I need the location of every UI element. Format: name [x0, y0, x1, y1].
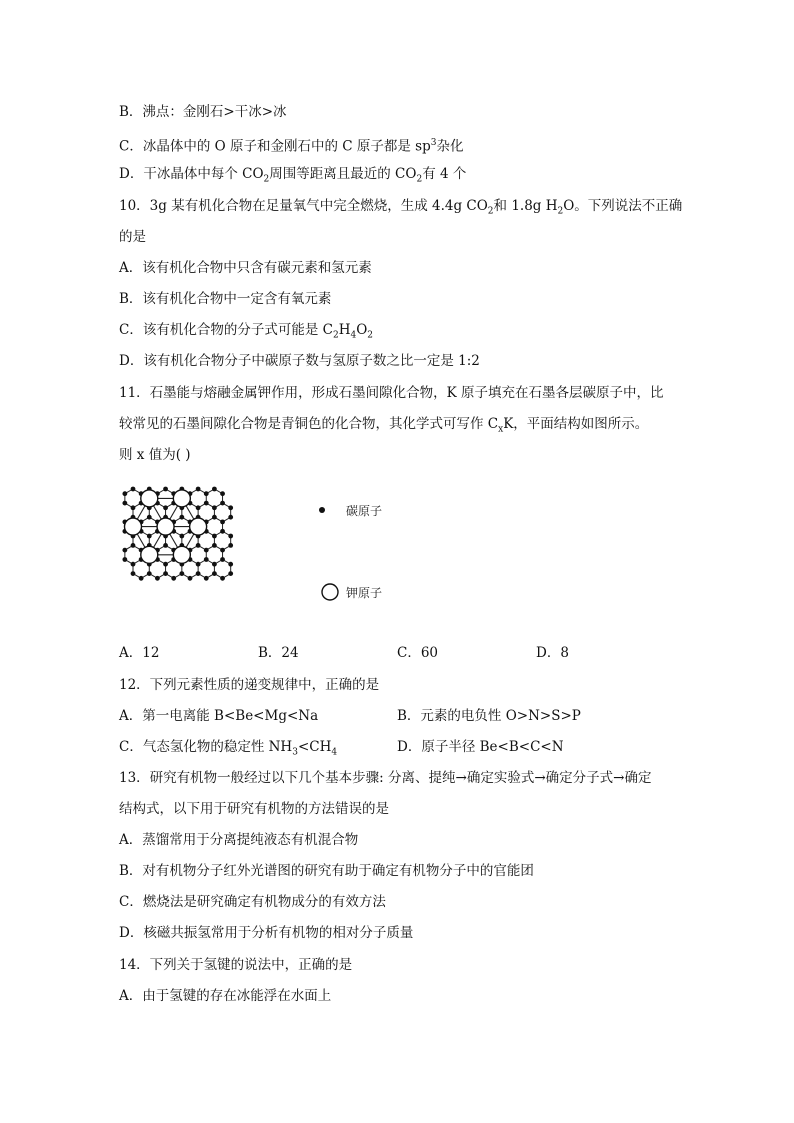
- carbon-atom: [196, 505, 201, 510]
- q10-option-b: B．该有机化合物中一定含有氧元素: [119, 291, 332, 307]
- potassium-atom: [173, 490, 190, 507]
- q11-stem-sub: x: [498, 424, 504, 435]
- carbon-atom: [204, 491, 209, 496]
- q12-c-text: C．气态氢化物的稳定性 NH: [119, 739, 293, 755]
- q12-c-sub2: 4: [331, 747, 338, 758]
- carbon-atom: [131, 571, 136, 576]
- graphite-structure-figure: [119, 477, 419, 637]
- carbon-atom: [204, 548, 209, 553]
- q10-option-d: D．该有机化合物分子中碳原子数与氢原子数之比一定是 1:2: [119, 353, 480, 369]
- q12-option-a: A．第一电离能 B<Be<Mg<Na: [119, 708, 319, 724]
- legend-carbon-label: 碳原子: [346, 504, 383, 518]
- q10-c-sub3: 2: [367, 330, 374, 341]
- carbon-atom: [122, 557, 127, 562]
- q9-d-sub1: 2: [263, 174, 270, 185]
- legend-potassium-label: 钾原子: [346, 586, 383, 600]
- q11-option-a: A．12: [119, 645, 160, 661]
- carbon-atom: [147, 515, 152, 520]
- carbon-atom: [228, 571, 233, 576]
- carbon-atom: [163, 505, 168, 510]
- carbon-atom: [212, 534, 217, 539]
- q9-c-sup: 3: [430, 138, 437, 148]
- q13-option-a: A．蒸馏常用于分离提纯液态有机混合物: [119, 832, 359, 848]
- q9-d-sub2: 2: [416, 174, 423, 185]
- q11-option-c: C．60: [397, 645, 439, 661]
- carbon-atom: [204, 501, 209, 506]
- carbon-atom: [179, 571, 184, 576]
- carbon-atom: [220, 491, 225, 496]
- carbon-atom: [163, 487, 168, 492]
- carbon-atom: [220, 576, 225, 581]
- carbon-atom: [228, 515, 233, 520]
- potassium-atom: [173, 546, 190, 563]
- potassium-atom: [141, 490, 158, 507]
- q10-stem-line2: 的是: [119, 229, 146, 245]
- carbon-atom: [131, 543, 136, 548]
- q10-stem-sub2: 2: [557, 206, 564, 217]
- carbon-atom: [212, 571, 217, 576]
- carbon-atom: [220, 548, 225, 553]
- carbon-atom: [131, 487, 136, 492]
- q10-stem-line1: [119, 197, 682, 221]
- q12-option-b: B．元素的电负性 O>N>S>P: [397, 708, 581, 724]
- carbon-atom: [139, 576, 144, 581]
- q10-stem-a: 10．3g 某有机化合物在足量氧气中完全燃烧，生成 4.4g CO: [119, 198, 488, 214]
- q13-option-d: D．核磁共振氢常用于分析有机物的相对分子质量: [119, 925, 414, 941]
- carbon-atom: [212, 487, 217, 492]
- q9-d-text: D．干冰晶体中每个 CO: [119, 166, 264, 182]
- q13-stem-line1: 13．研究有机物一般经过以下几个基本步骤: 分离、提纯→确定实验式→确定分子式→确定: [119, 770, 652, 786]
- q10-c-sub2: 4: [350, 330, 357, 341]
- potassium-atom: [141, 546, 158, 563]
- potassium-legend-circle: [322, 584, 338, 600]
- carbon-atom: [212, 562, 217, 567]
- carbon-atom: [196, 571, 201, 576]
- q9-option-b: B．沸点：金刚石>干冰>冰: [119, 104, 287, 120]
- carbon-atom: [163, 543, 168, 548]
- carbon-atom: [122, 501, 127, 506]
- q11-stem-tail: K，平面结构如图所示。: [503, 416, 649, 432]
- carbon-atom: [220, 557, 225, 562]
- q11-option-d: D．8: [536, 645, 569, 661]
- q13-option-c: C．燃烧法是研究确定有机物成分的有效方法: [119, 894, 386, 910]
- carbon-atom: [212, 543, 217, 548]
- q10-option-c: [119, 321, 373, 345]
- potassium-atom: [190, 518, 207, 535]
- carbon-atom: [196, 562, 201, 567]
- q9-option-c: [119, 134, 464, 156]
- carbon-atom: [147, 534, 152, 539]
- q9-d-mid: 周围等距离且最近的 CO: [269, 166, 417, 182]
- q14-option-a: A．由于氢键的存在冰能浮在水面上: [119, 988, 332, 1004]
- q9-d-tail: 有 4 个: [422, 166, 467, 182]
- carbon-legend-dot: [319, 507, 325, 513]
- q14-stem: 14．下列关于氢键的说法中，正确的是: [119, 957, 353, 973]
- q10-c-h: H: [338, 322, 351, 338]
- carbon-atom: [131, 562, 136, 567]
- q13-stem-line2: 结构式，以下用于研究有机物的方法错误的是: [119, 801, 389, 817]
- q10-c-o: O: [356, 322, 368, 338]
- q13-option-b: B．对有机物分子红外光谱图的研究有助于确定有机物分子中的官能团: [119, 863, 534, 879]
- carbon-atom: [204, 576, 209, 581]
- carbon-atom: [220, 520, 225, 525]
- carbon-atom: [131, 505, 136, 510]
- potassium-atom: [157, 518, 174, 535]
- carbon-atom: [122, 548, 127, 553]
- q12-option-c: [119, 738, 337, 762]
- q12-option-d: D．原子半径 Be<B<C<N: [397, 739, 564, 755]
- carbon-atom: [147, 571, 152, 576]
- carbon-atom: [220, 529, 225, 534]
- q10-stem-b: 和 1.8g H: [493, 198, 558, 214]
- potassium-atom: [125, 518, 142, 535]
- carbon-atom: [179, 534, 184, 539]
- q11-option-b: B．24: [258, 645, 299, 661]
- q10-c-sub1: 2: [332, 330, 339, 341]
- q11-stem-line2: [119, 415, 648, 439]
- carbon-atom: [212, 505, 217, 510]
- q10-c-text: C．该有机化合物的分子式可能是 C: [119, 322, 333, 338]
- q10-stem-c: O。下列说法不正确: [563, 198, 683, 214]
- q12-c-sub1: 3: [292, 747, 298, 758]
- carbon-atom: [220, 501, 225, 506]
- q12-stem: 12．下列元素性质的递变规律中，正确的是: [119, 677, 380, 693]
- q10-option-a: A．该有机化合物中只含有碳元素和氢元素: [119, 260, 372, 276]
- carbon-atom: [212, 515, 217, 520]
- q9-c-text: C．冰晶体中的 O 原子和金刚石中的 C 原子都是 sp: [119, 138, 431, 155]
- carbon-atom: [122, 491, 127, 496]
- carbon-atom: [163, 562, 168, 567]
- carbon-atom: [228, 505, 233, 510]
- potassium-atoms: [125, 490, 207, 563]
- carbon-atom: [179, 515, 184, 520]
- carbon-atom: [228, 543, 233, 548]
- q11-stem-text: 较常见的石墨间隙化合物是青铜色的化合物，其化学式可写作 C: [119, 416, 499, 432]
- carbon-atom: [204, 557, 209, 562]
- carbon-atom: [228, 562, 233, 567]
- q12-c-mid: <CH: [297, 739, 332, 755]
- carbon-atom: [155, 576, 160, 581]
- carbon-atom: [188, 576, 193, 581]
- q10-stem-sub1: 2: [487, 206, 494, 217]
- q9-option-d: [119, 165, 466, 189]
- q11-stem-line3: 则 x 值为( ): [119, 447, 191, 463]
- q11-stem-line1: 11．石墨能与熔融金属钾作用，形成石墨间隙化合物，K 原子填充在石墨各层碳原子中，比: [119, 385, 664, 401]
- carbon-atom: [196, 487, 201, 492]
- carbon-atom: [228, 534, 233, 539]
- carbon-atom: [171, 576, 176, 581]
- q9-c-tail: 杂化: [436, 138, 464, 155]
- carbon-atom: [163, 571, 168, 576]
- carbon-atom: [196, 543, 201, 548]
